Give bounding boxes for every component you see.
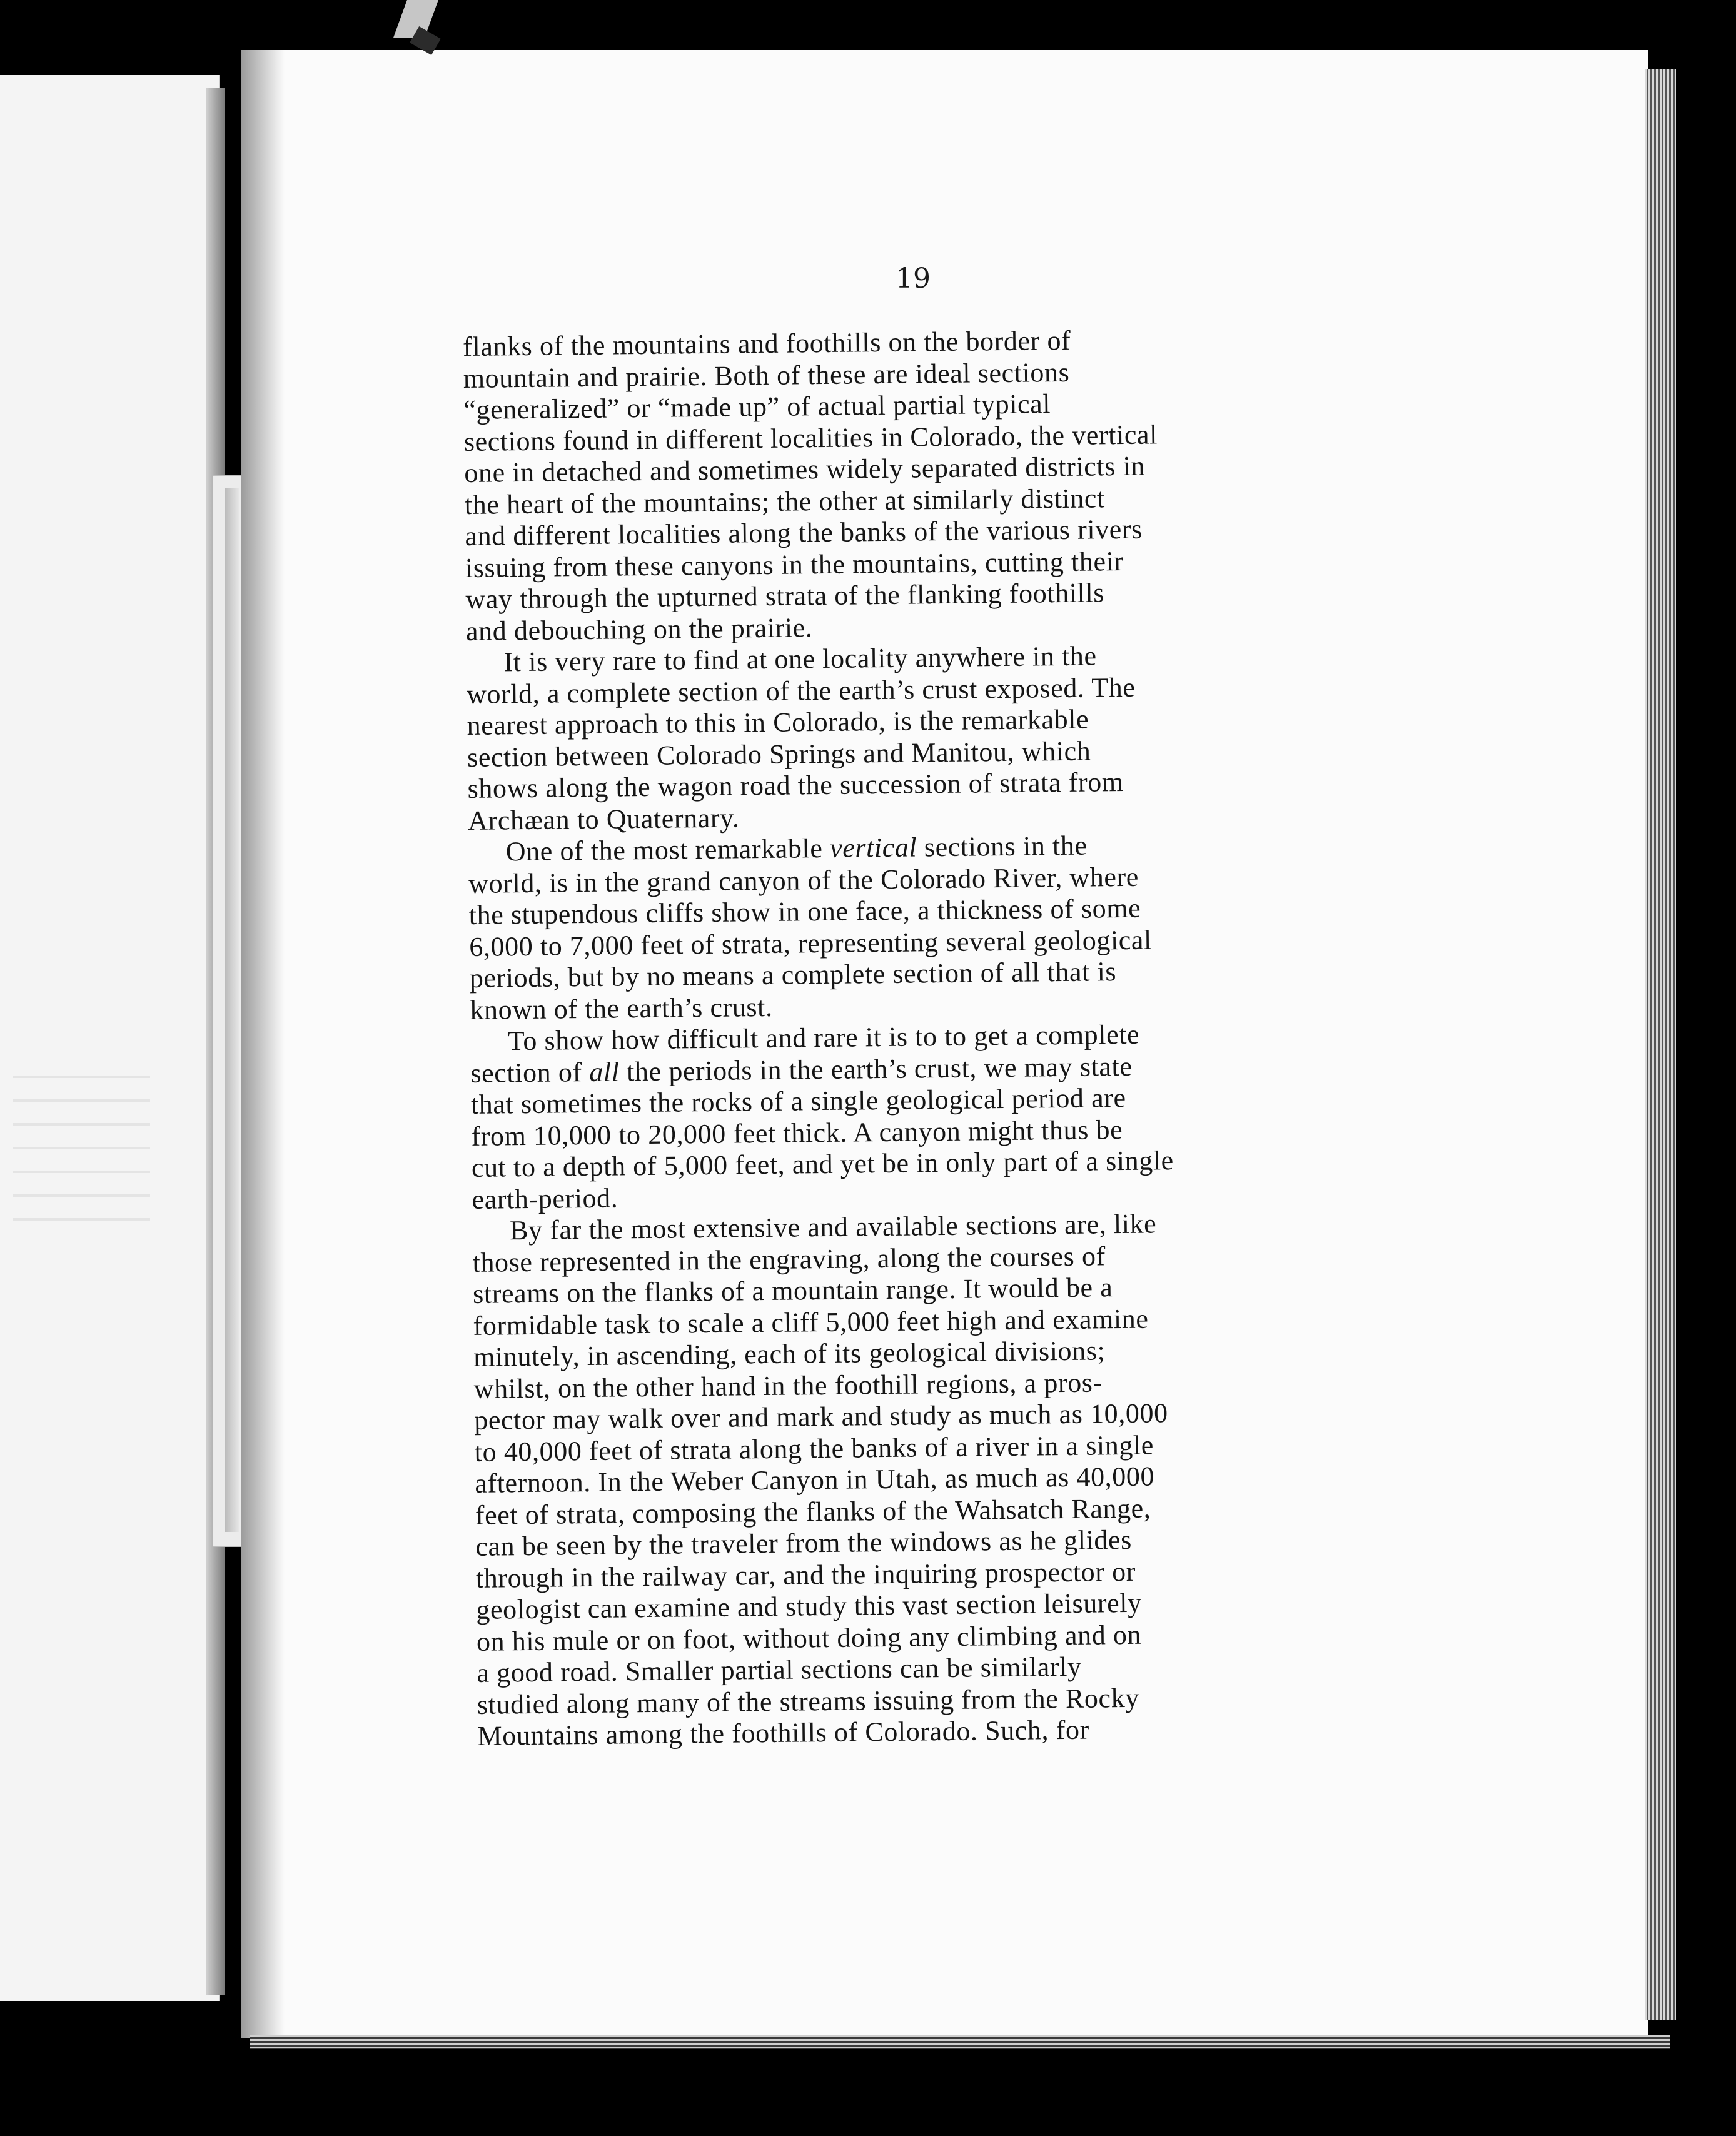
text-segment: and debouching on the prairie. — [465, 612, 813, 647]
page-number: 19 — [896, 263, 931, 295]
text-segment: sections found in different localities in Colorado, the vertical — [463, 418, 1158, 457]
page-edge-stack — [1645, 69, 1676, 2020]
bleed-through-text — [13, 1076, 150, 1238]
text-segment: can be seen by the traveler from the windows as he glides — [475, 1524, 1133, 1562]
body-text — [463, 322, 1391, 1753]
text-segment: afternoon. In the Weber Canyon in Utah, as much as 40,000 — [475, 1461, 1155, 1499]
gutter-shadow-right — [241, 50, 285, 2038]
text-segment: the heart of the mountains; the other at similarly distinct — [464, 482, 1106, 520]
text-segment: those represented in the engraving, along the courses of — [472, 1240, 1106, 1278]
paper-strip-shadow — [225, 488, 239, 1532]
text-segment: To show how difficult and rare it is to to get a complete — [507, 1019, 1140, 1057]
text-segment: to 40,000 feet of strata along the banks of a river in a single — [474, 1429, 1154, 1468]
italic-text-segment: all — [589, 1055, 620, 1087]
text-segment: that sometimes the rocks of a single geological period are — [470, 1082, 1126, 1120]
text-segment: through in the railway car, and the inquiring prospector or — [475, 1556, 1136, 1594]
text-segment: one in detached and sometimes widely separated districts in — [464, 450, 1146, 488]
text-segment: Archæan to Quaternary. — [467, 802, 740, 836]
text-segment: By far the most extensive and available sections are, like — [509, 1208, 1157, 1246]
text-segment: earth-period. — [472, 1182, 618, 1215]
text-segment: One of the most remarkable — [505, 832, 830, 867]
text-segment: world, a complete section of the earth’s crust exposed. The — [466, 672, 1136, 710]
text-segment: geologist can examine and study this vast section leisurely — [476, 1587, 1142, 1625]
text-segment: 6,000 to 7,000 feet of strata, representing several geological — [469, 924, 1153, 962]
text-segment: whilst, on the other hand in the foothill regions, a pros- — [473, 1366, 1103, 1404]
text-segment: cut to a depth of 5,000 feet, and yet be in only part of a single — [471, 1145, 1174, 1183]
text-segment: on his mule or on foot, without doing any climbing and on — [476, 1619, 1142, 1657]
text-segment: section between Colorado Springs and Manitou, which — [467, 735, 1091, 773]
text-segment: mountain and prairie. Both of these are ideal sections — [463, 356, 1070, 394]
text-segment: Mountains among the foothills of Colorado. Such, for — [477, 1714, 1090, 1751]
text-segment: It is very rare to find at one locality anywhere in the — [503, 640, 1097, 678]
italic-text-segment: vertical — [829, 832, 917, 864]
text-segment: the stupendous cliffs show in one face, a thickness of some — [468, 892, 1141, 930]
text-segment: a good road. Smaller partial sections can be similarly — [477, 1651, 1082, 1688]
text-segment: streams on the flanks of a mountain range. It would be a — [472, 1272, 1113, 1309]
text-segment: periods, but by no means a complete section of all that is — [469, 956, 1117, 994]
text-segment: the periods in the earth’s crust, we may state — [619, 1050, 1133, 1087]
text-segment: issuing from these canyons in the mountains, cutting their — [465, 545, 1124, 583]
text-segment: way through the upturned strata of the flanking foothills — [465, 577, 1105, 615]
text-segment: world, is in the grand canyon of the Colorado River, where — [468, 861, 1139, 899]
text-segment: feet of strata, composing the flanks of the Wahsatch Range, — [475, 1493, 1151, 1531]
text-segment: minutely, in ascending, each of its geological divisions; — [473, 1335, 1106, 1373]
facing-left-page — [0, 75, 220, 2001]
text-segment: studied along many of the streams issuing from the Rocky — [477, 1682, 1140, 1720]
text-segment: sections in the — [916, 830, 1088, 863]
text-segment: section of — [470, 1056, 590, 1089]
text-segment: flanks of the mountains and foothills on the border of — [463, 325, 1071, 362]
text-segment: “generalized” or “made up” of actual partial typical — [463, 388, 1051, 425]
text-segment: shows along the wagon road the succession of strata from — [467, 766, 1124, 804]
text-segment: and different localities along the banks of the various rivers — [465, 513, 1143, 552]
text-segment: known of the earth’s crust. — [470, 991, 773, 1025]
text-segment: formidable task to scale a cliff 5,000 feet high and examine — [473, 1303, 1149, 1341]
text-segment: nearest approach to this in Colorado, is the remarkable — [467, 703, 1089, 741]
bottom-page-edges — [250, 2035, 1670, 2049]
text-segment: from 10,000 to 20,000 feet thick. A canyon might thus be — [471, 1114, 1123, 1152]
text-segment: pector may walk over and mark and study as much as 10,000 — [473, 1398, 1168, 1436]
